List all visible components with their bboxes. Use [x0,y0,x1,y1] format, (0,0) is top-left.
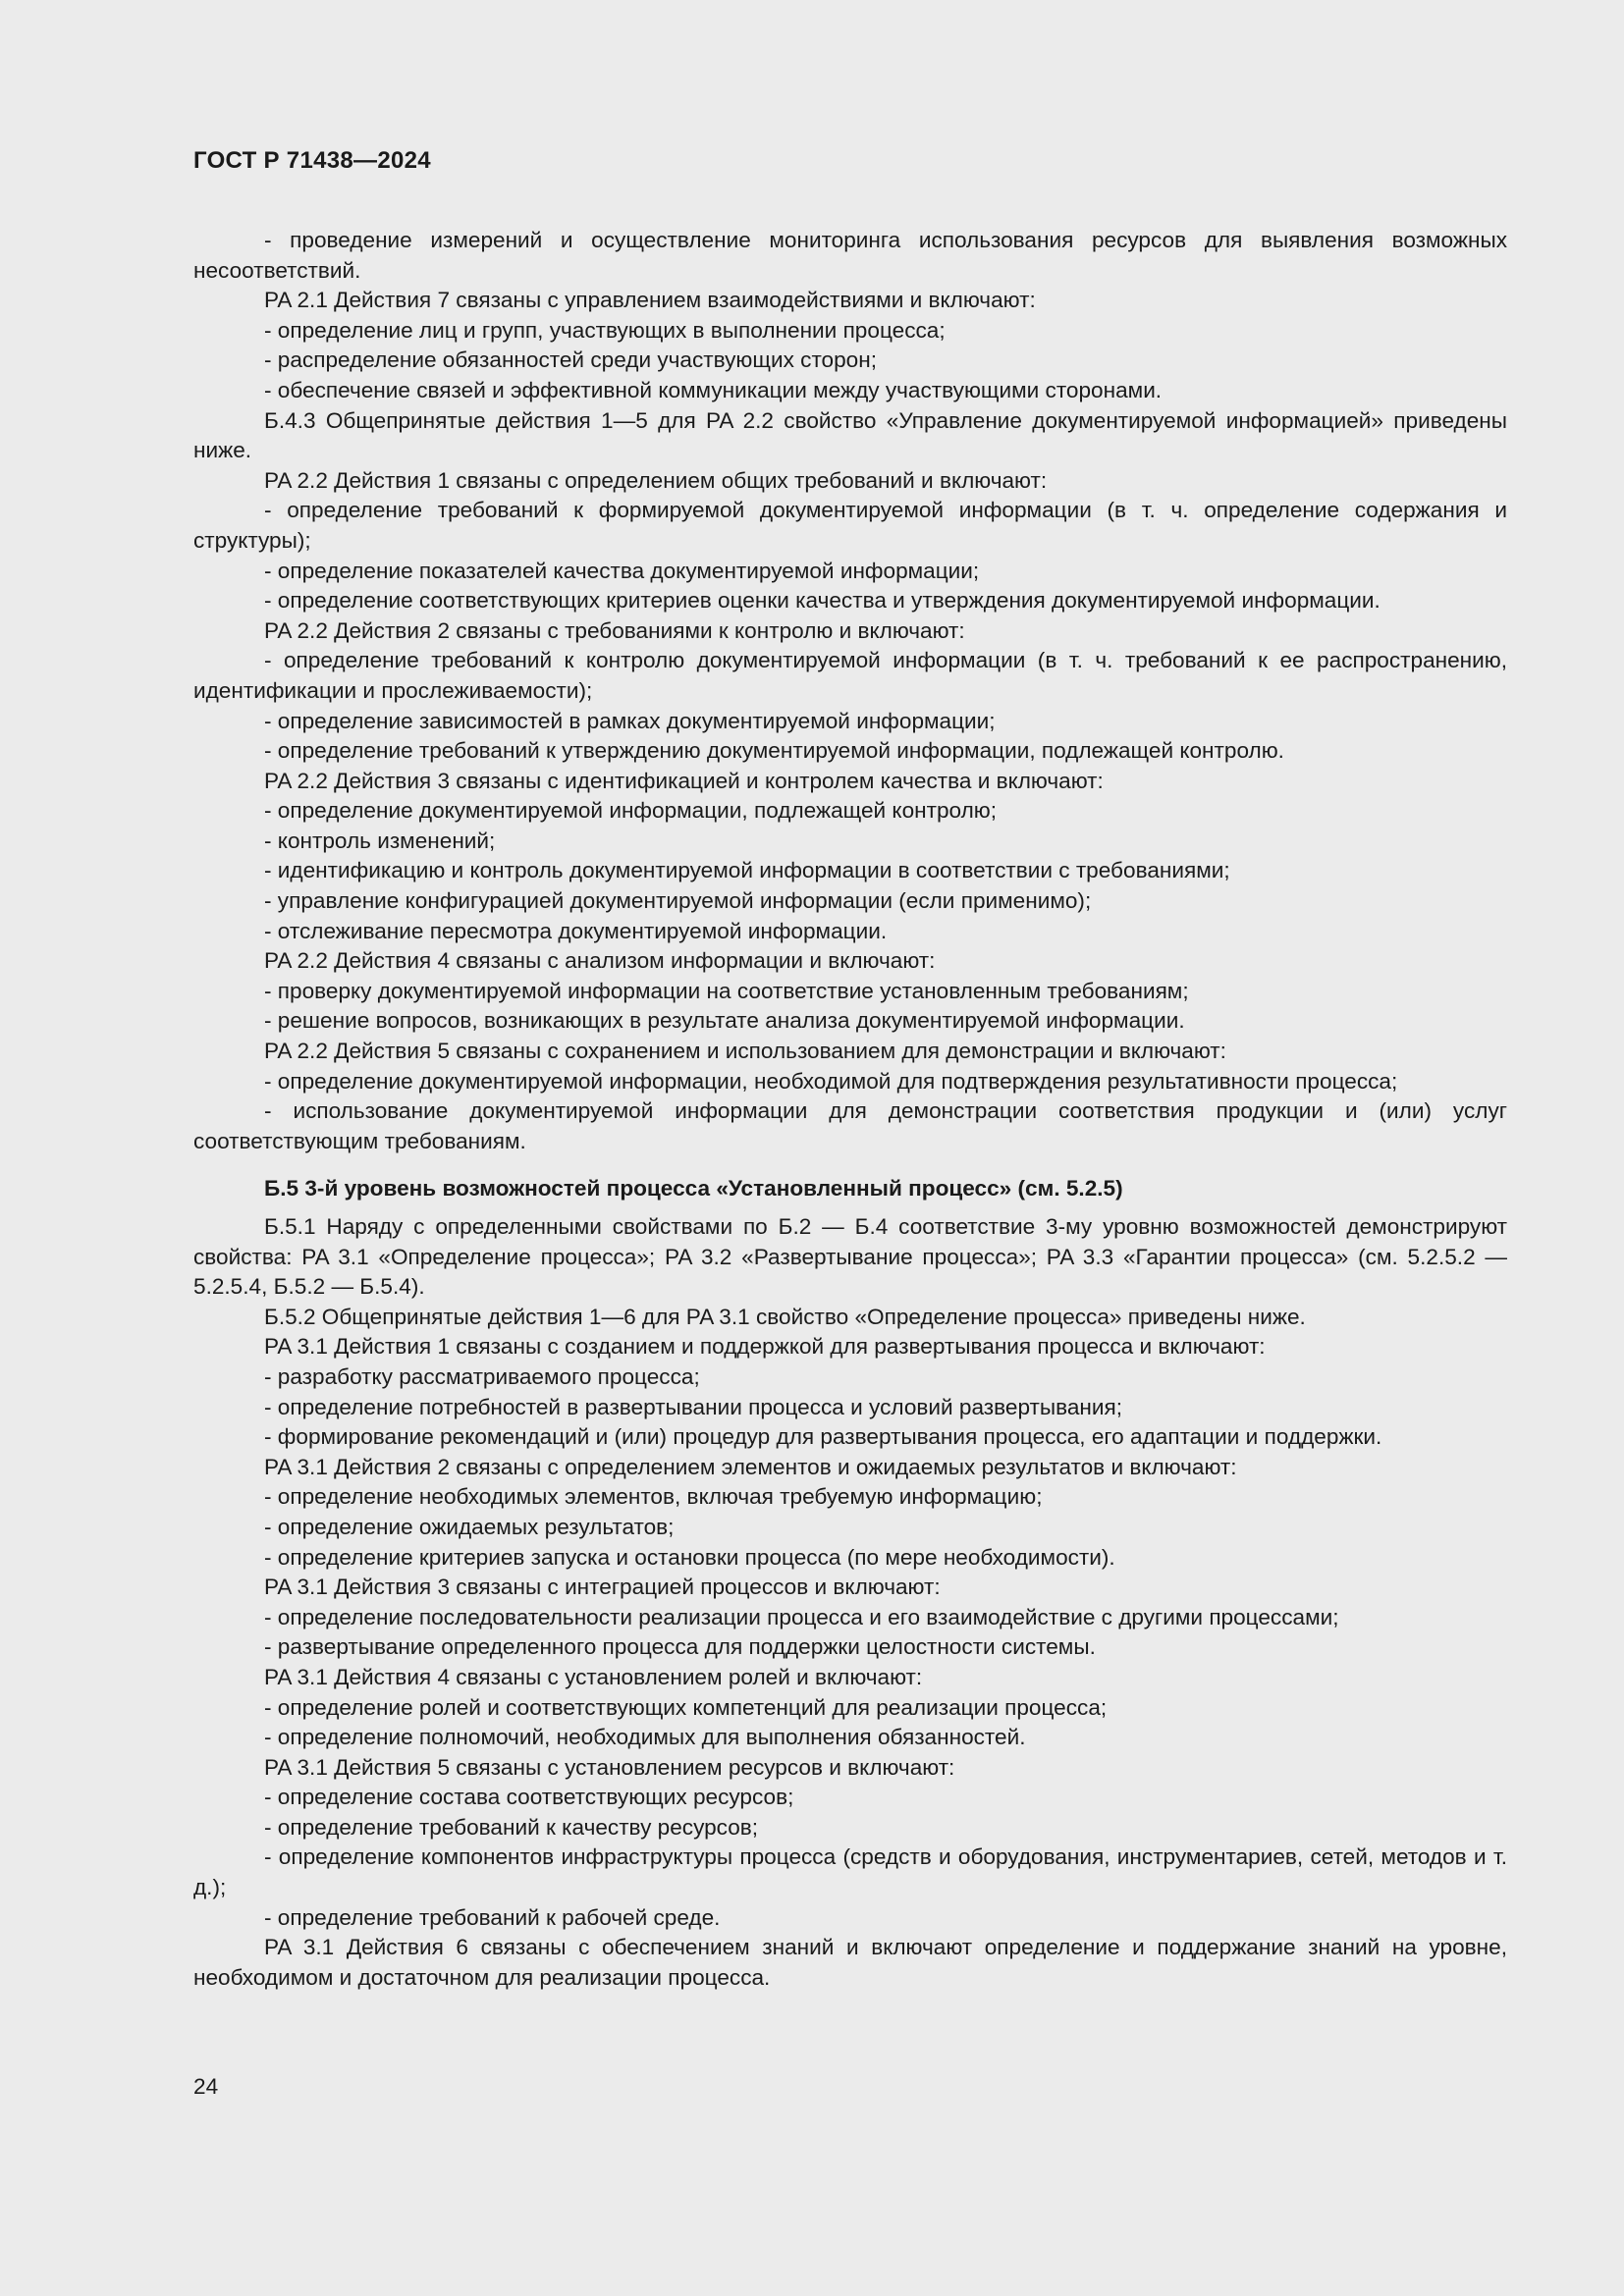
document-code: ГОСТ Р 71438—2024 [193,147,431,174]
paragraph: PA 2.2 Действия 1 связаны с определением общих требований и включают: [264,467,1048,493]
list-item: - определение необходимых элементов, включая требуемую информацию; [264,1484,1043,1510]
paragraph: PA 3.1 Действия 3 связаны с интеграцией процессов и включают: [264,1575,941,1600]
list-item: - определение потребностей в развертывании процесса и условий развертывания; [264,1394,1123,1419]
paragraph: PA 3.1 Действия 2 связаны с определением элементов и ожидаемых результатов и включают: [264,1454,1237,1479]
paragraph: PA 2.2 Действия 4 связаны с анализом информации и включают: [264,948,936,974]
list-item: - распределение обязанностей среди участвующих сторон; [264,347,877,373]
document-body [193,226,1507,1993]
paragraph: PA 3.1 Действия 5 связаны с установлением ресурсов и включают: [264,1754,955,1780]
list-item: - определение критериев запуска и остановки процесса (по мере необходимости). [264,1544,1115,1570]
list-item: - развертывание определенного процесса для поддержки целостности системы. [264,1634,1096,1660]
paragraph: PA 2.2 Действия 2 связаны с требованиями к контролю и включают: [264,617,965,643]
list-item: - определение компонентов инфраструктуры процесса (средств и оборудования, инструментариев, сетей, методов и т. д.); [193,1844,1507,1900]
paragraph: PA 3.1 Действия 4 связаны с установлением ролей и включают: [264,1664,923,1689]
paragraph: Б.4.3 Общепринятые действия 1—5 для PA 2.2 свойство «Управление документируемой информацией» приведены ниже. [193,407,1507,463]
list-item: - разработку рассматриваемого процесса; [264,1363,700,1389]
list-item: - определение документируемой информации, необходимой для подтверждения результативности процесса; [264,1068,1398,1094]
list-item: - определение полномочий, необходимых для выполнения обязанностей. [264,1725,1026,1750]
list-item: - идентификацию и контроль документируемой информации в соответствии с требованиями; [264,858,1230,883]
paragraph-group-after [193,1212,1507,1993]
list-item: - определение лиц и групп, участвующих в выполнении процесса; [264,317,946,343]
paragraph: PA 2.2 Действия 5 связаны с сохранением и использованием для демонстрации и включают: [264,1039,1226,1064]
paragraph: PA 2.1 Действия 7 связаны с управлением взаимодействиями и включают: [264,288,1036,313]
list-item: - проверку документируемой информации на соответствие установленным требованиям; [264,978,1189,1003]
list-item: - определение ожидаемых результатов; [264,1514,675,1539]
list-item: - определение показателей качества документируемой информации; [264,558,980,583]
list-item: - определение ролей и соответствующих компетенций для реализации процесса; [264,1694,1108,1720]
list-item: - определение требований к качеству ресурсов; [264,1814,759,1840]
list-item: - управление конфигурацией документируемой информации (если применимо); [264,888,1092,914]
paragraph-group-before [193,226,1507,1156]
list-item: - определение зависимостей в рамках документируемой информации; [264,708,996,733]
section-heading: Б.5 3-й уровень возможностей процесса «Установленный процесс» (см. 5.2.5) [264,1176,1123,1201]
list-item: - определение последовательности реализации процесса и его взаимодействие с другими процессами; [264,1604,1339,1629]
list-item: - определение требований к рабочей среде. [264,1904,721,1930]
paragraph: Б.5.1 Наряду с определенными свойствами по Б.2 — Б.4 соответствие 3-му уровню возможностей демонстрируют свойства: PA 3.1 «Определение процесса»; PA 3.2 «Развертывание процесса»; PA 3.3 «Гарантии процесса» (см. 5.2.5.2 — 5.2.5.4, Б.5.2 — Б.5.4). [193,1214,1507,1300]
list-item: - определение требований к утверждению документируемой информации, подлежащей контролю. [264,738,1284,764]
list-item: - определение требований к формируемой документируемой информации (в т. ч. определение содержания и структуры); [193,498,1507,553]
list-item: - проведение измерений и осуществление мониторинга использования ресурсов для выявления возможных несоответствий. [193,228,1507,283]
page-number: 24 [193,2074,219,2099]
paragraph: PA 2.2 Действия 3 связаны с идентификацией и контролем качества и включают: [264,768,1104,793]
list-item: - формирование рекомендаций и (или) процедур для развертывания процесса, его адаптации и поддержки. [264,1424,1382,1450]
list-item: - решение вопросов, возникающих в результате анализа документируемой информации. [264,1008,1185,1034]
list-item: - определение документируемой информации, подлежащей контролю; [264,798,998,824]
list-item: - контроль изменений; [264,828,496,853]
list-item: - отслеживание пересмотра документируемой информации. [264,918,888,943]
list-item: - определение состава соответствующих ресурсов; [264,1785,794,1810]
paragraph: PA 3.1 Действия 1 связаны с созданием и поддержкой для развертывания процесса и включают: [264,1334,1266,1360]
list-item: - использование документируемой информации для демонстрации соответствия продукции и (или) услуг соответствующим требованиям. [193,1098,1507,1153]
list-item: - определение требований к контролю документируемой информации (в т. ч. требований к ее распространению, идентификации и прослеживаемости); [193,648,1507,703]
paragraph: PA 3.1 Действия 6 связаны с обеспечением знаний и включают определение и поддержание знаний на уровне, необходимом и достаточном для реализации процесса. [193,1935,1507,1990]
list-item: - определение соответствующих критериев оценки качества и утверждения документируемой информации. [264,588,1380,614]
paragraph: Б.5.2 Общепринятые действия 1—6 для PA 3.1 свойство «Определение процесса» приведены ниже. [264,1304,1306,1329]
list-item: - обеспечение связей и эффективной коммуникации между участвующими сторонами. [264,377,1163,402]
